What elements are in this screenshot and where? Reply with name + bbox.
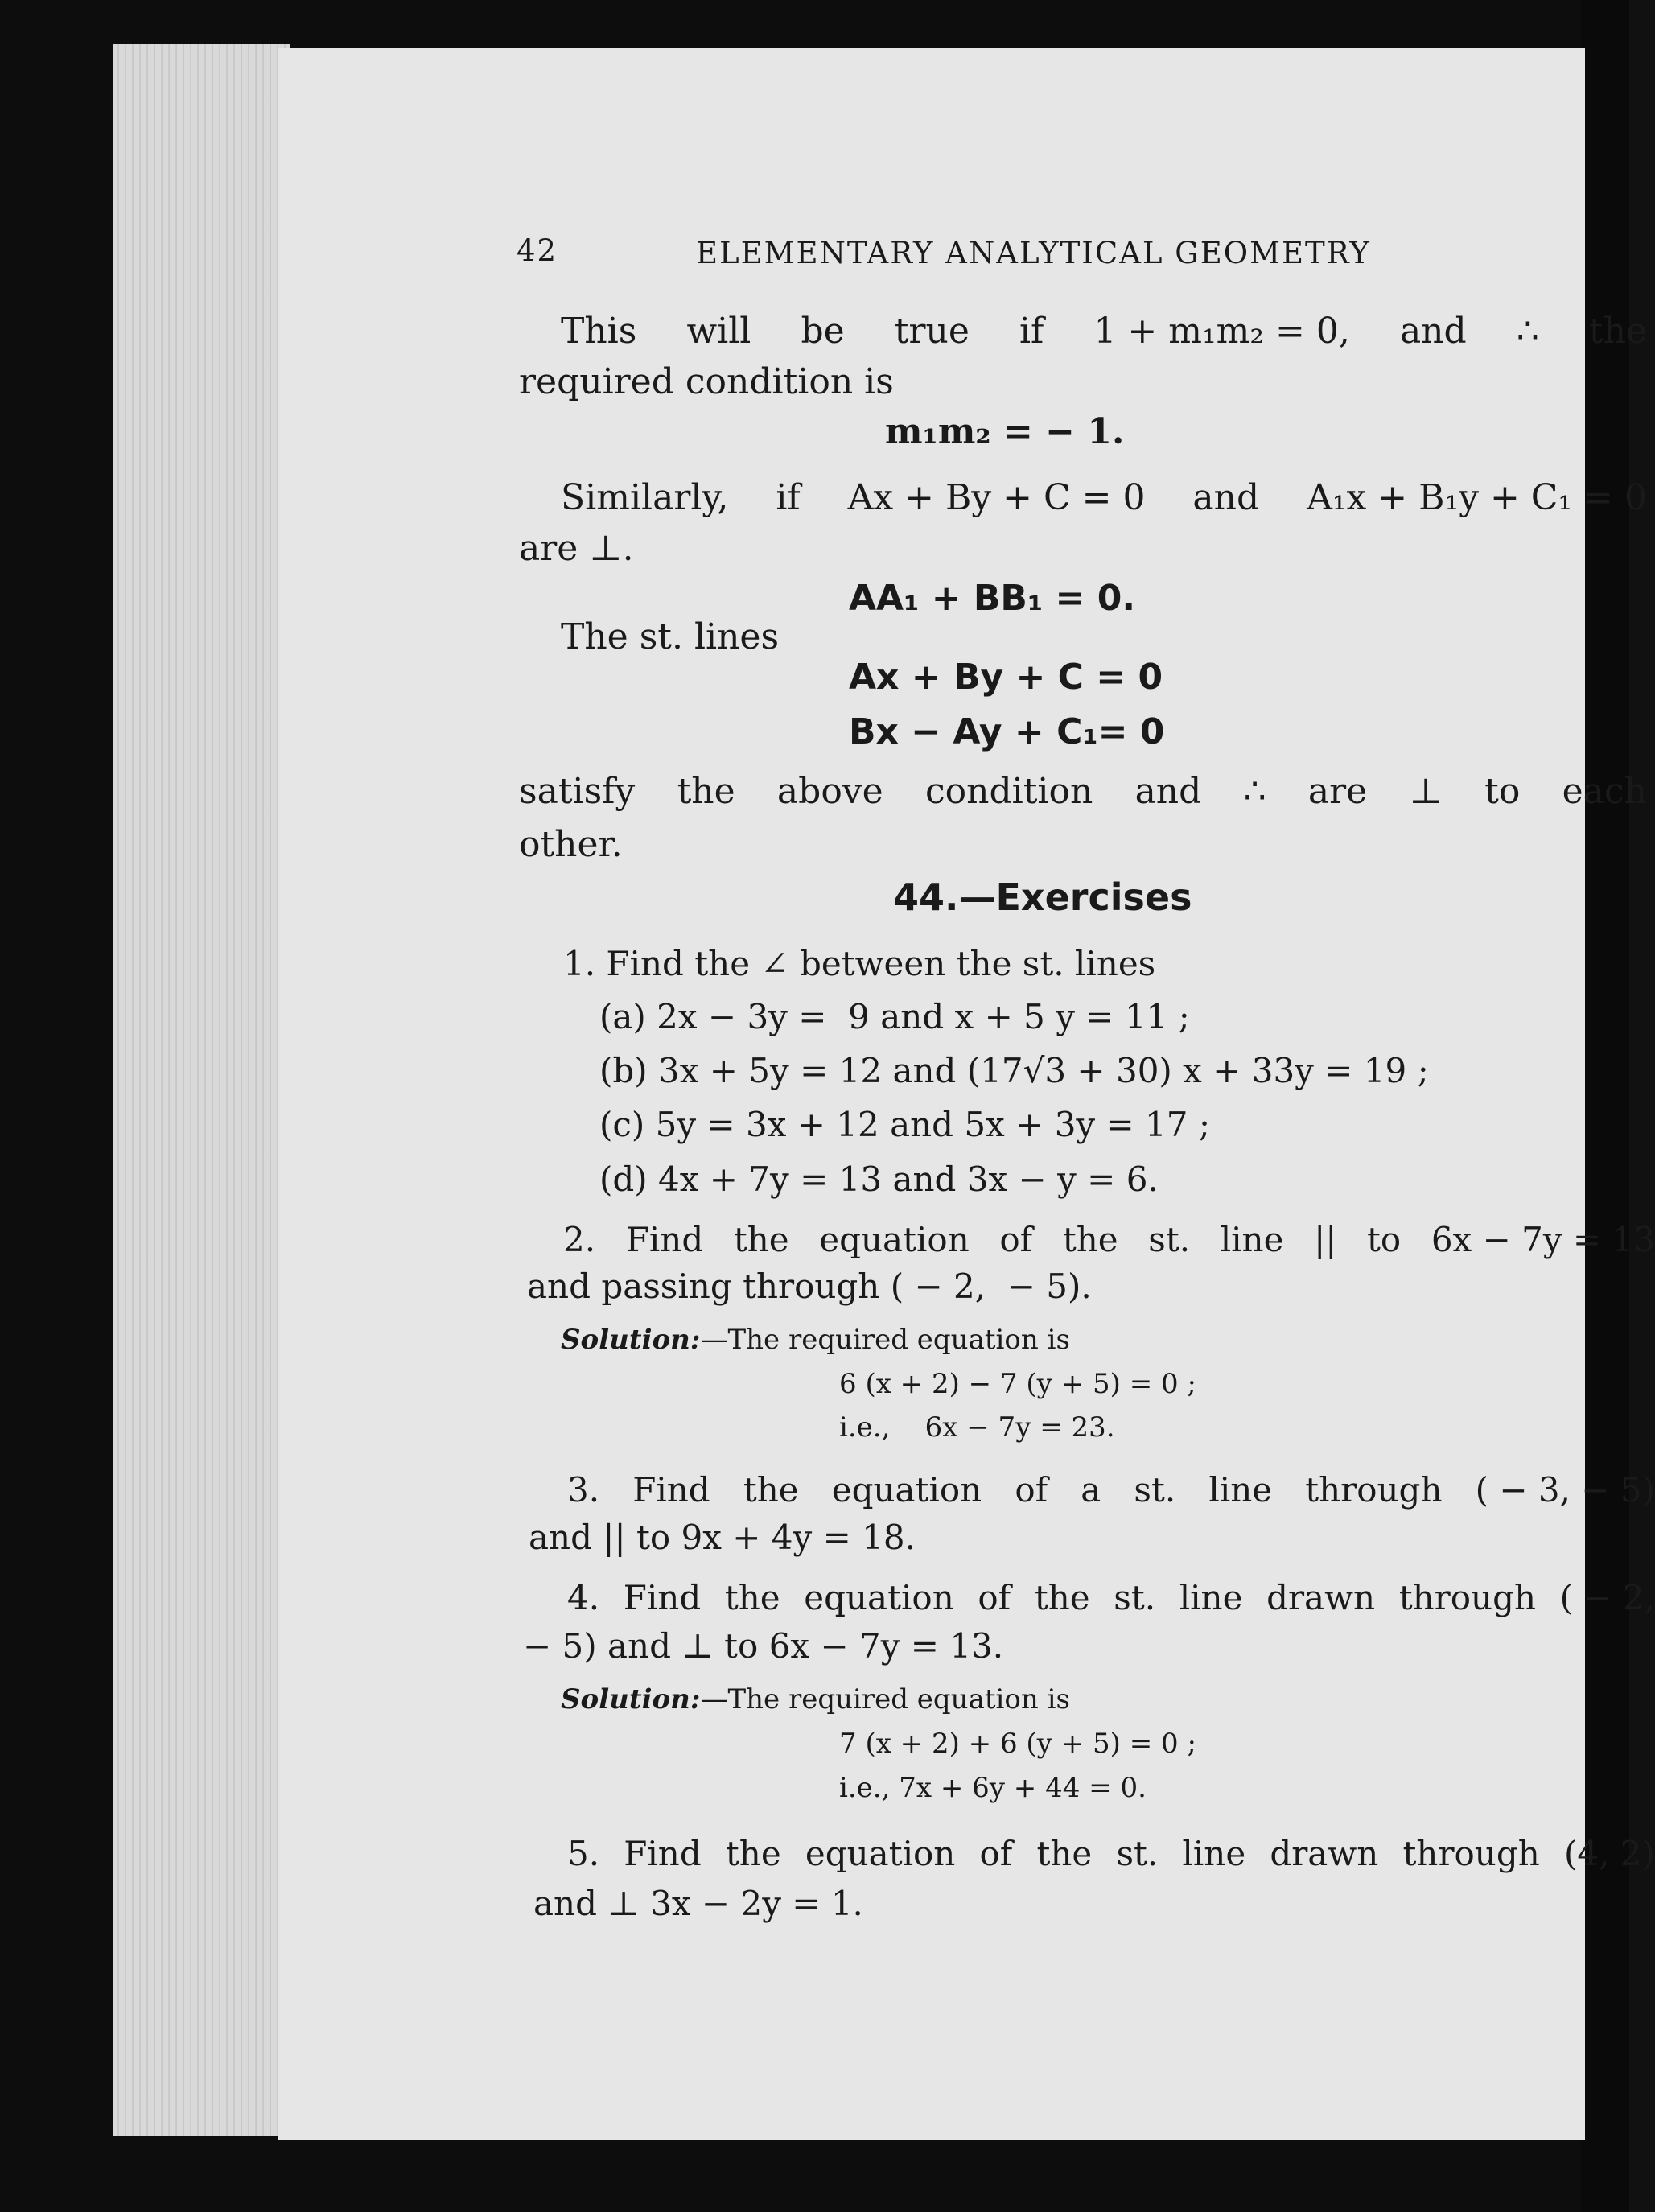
word: of: [1015, 1470, 1048, 1510]
word: the: [724, 1578, 780, 1617]
condition-equation: m₁m₂ = − 1.: [885, 411, 1125, 452]
word: the: [725, 1834, 781, 1873]
word: Find: [625, 1220, 704, 1259]
word: the: [1588, 311, 1647, 352]
exercise-2-step-1: 6 (x + 2) − 7 (y + 5) = 0 ;: [839, 1368, 1196, 1400]
book-page: [278, 48, 1655, 2140]
word: and: [1134, 771, 1202, 812]
perpendicular-symbol: ⊥: [1409, 771, 1443, 812]
word: st.: [1116, 1834, 1159, 1873]
word: condition: [925, 771, 1093, 812]
point-coordinates: ( − 3, − 5): [1475, 1470, 1655, 1510]
running-title: ELEMENTARY ANALYTICAL GEOMETRY: [696, 236, 1371, 270]
point-coordinates: ( − 2,: [1559, 1578, 1655, 1617]
satisfy-line2: other.: [519, 824, 623, 865]
page-number: 42: [517, 233, 558, 268]
parallel-symbol: ||: [1314, 1220, 1337, 1259]
page-edges: [113, 44, 290, 2136]
word: drawn: [1266, 1578, 1376, 1617]
exercise-1-part-b: (b) 3x + 5y = 12 and (17√3 + 30) x + 33y = 19 ;: [599, 1051, 1429, 1090]
therefore-symbol: ∴: [1516, 311, 1539, 352]
similarly-line1: [561, 477, 1647, 518]
word: This: [561, 311, 637, 352]
exercise-2-line1: [563, 1220, 1655, 1259]
word: through: [1305, 1470, 1443, 1510]
word: will: [686, 311, 751, 352]
word: equation: [819, 1220, 970, 1259]
word: st.: [1134, 1470, 1176, 1510]
point-coordinates: (4, 2): [1563, 1834, 1655, 1873]
exercise-3-line1: [567, 1470, 1655, 1510]
satisfy-line1: [519, 771, 1647, 812]
word: Find: [632, 1470, 710, 1510]
word: above: [776, 771, 883, 812]
word: to: [1484, 771, 1521, 812]
math-expression: A₁x + B₁y + C₁ = 0: [1307, 477, 1647, 518]
word: the: [1034, 1578, 1090, 1617]
word: of: [999, 1220, 1033, 1259]
math-expression: 1 + m₁m₂ = 0,: [1093, 311, 1350, 352]
exercise-5-line1: [567, 1834, 1655, 1873]
exercises-heading: 44.—Exercises: [893, 875, 1192, 919]
exercise-1-prompt: 1. Find the ∠ between the st. lines: [563, 944, 1156, 983]
word: drawn: [1270, 1834, 1379, 1873]
exercise-4-line2: − 5) and ⊥ to 6x − 7y = 13.: [523, 1626, 1004, 1666]
word: through: [1398, 1578, 1537, 1617]
word: line: [1179, 1578, 1243, 1617]
word: if: [1019, 311, 1044, 352]
word: equation: [804, 1578, 954, 1617]
intro-line2: required condition is: [519, 361, 894, 402]
exercise-5-line2: and ⊥ 3x − 2y = 1.: [533, 1884, 863, 1923]
exercise-2-solution: [561, 1324, 1070, 1356]
exercise-1-part-d: (d) 4x + 7y = 13 and 3x − y = 6.: [599, 1160, 1159, 1199]
word: satisfy: [519, 771, 636, 812]
word: each: [1562, 771, 1647, 812]
exercise-1-part-c: (c) 5y = 3x + 12 and 5x + 3y = 17 ;: [599, 1105, 1210, 1144]
word: Similarly,: [561, 477, 729, 518]
word: of: [978, 1578, 1011, 1617]
word: equation: [805, 1834, 956, 1873]
exercise-4-step-1: 7 (x + 2) + 6 (y + 5) = 0 ;: [839, 1728, 1196, 1760]
line-equation-1: Ax + By + C = 0: [849, 657, 1163, 698]
word: to: [1367, 1220, 1402, 1259]
exercise-number: 4.: [567, 1578, 600, 1617]
exercise-3-line2: and || to 9x + 4y = 18.: [529, 1518, 916, 1557]
exercise-2-step-2: i.e., 6x − 7y = 23.: [839, 1411, 1115, 1444]
solution-text: —The required equation is: [700, 1324, 1070, 1356]
solution-text: —The required equation is: [700, 1683, 1070, 1716]
exercise-2-line2: and passing through ( − 2, − 5).: [527, 1267, 1092, 1306]
word: st.: [1148, 1220, 1191, 1259]
line-equation-2: Bx − Ay + C₁= 0: [849, 711, 1165, 752]
word: and: [1399, 311, 1467, 352]
exercise-4-solution: [561, 1683, 1070, 1716]
word: the: [743, 1470, 799, 1510]
solution-label: Solution:: [561, 1324, 701, 1356]
exercise-number: 2.: [563, 1220, 596, 1259]
word: are: [1307, 771, 1368, 812]
word: Find: [624, 1834, 702, 1873]
similarly-line2: are ⊥.: [519, 528, 634, 569]
word: if: [776, 477, 801, 518]
exercise-4-line1: [567, 1578, 1655, 1617]
word: the: [733, 1220, 789, 1259]
word: a: [1081, 1470, 1101, 1510]
st-lines-label: The st. lines: [561, 616, 780, 657]
word: the: [1062, 1220, 1118, 1259]
word: and: [1192, 477, 1260, 518]
word: st.: [1114, 1578, 1156, 1617]
math-expression: 6x − 7y = 13: [1431, 1220, 1655, 1259]
word: the: [677, 771, 735, 812]
word: line: [1208, 1470, 1273, 1510]
exercise-number: 3.: [567, 1470, 600, 1510]
word: the: [1036, 1834, 1093, 1873]
therefore-symbol: ∴: [1243, 771, 1266, 812]
word: line: [1220, 1220, 1284, 1259]
exercise-4-step-2: i.e., 7x + 6y + 44 = 0.: [839, 1772, 1147, 1804]
word: line: [1182, 1834, 1246, 1873]
word: true: [894, 311, 970, 352]
word: of: [979, 1834, 1013, 1873]
word: Find: [623, 1578, 702, 1617]
exercise-1-part-a: (a) 2x − 3y = 9 and x + 5 y = 11 ;: [599, 997, 1190, 1036]
word: be: [801, 311, 845, 352]
exercise-number: 5.: [567, 1834, 600, 1873]
perpendicular-condition: AA₁ + BB₁ = 0.: [849, 578, 1136, 619]
word: through: [1402, 1834, 1540, 1873]
solution-label: Solution:: [561, 1683, 701, 1716]
math-expression: Ax + By + C = 0: [847, 477, 1146, 518]
word: equation: [831, 1470, 982, 1510]
intro-line1: [561, 311, 1647, 352]
